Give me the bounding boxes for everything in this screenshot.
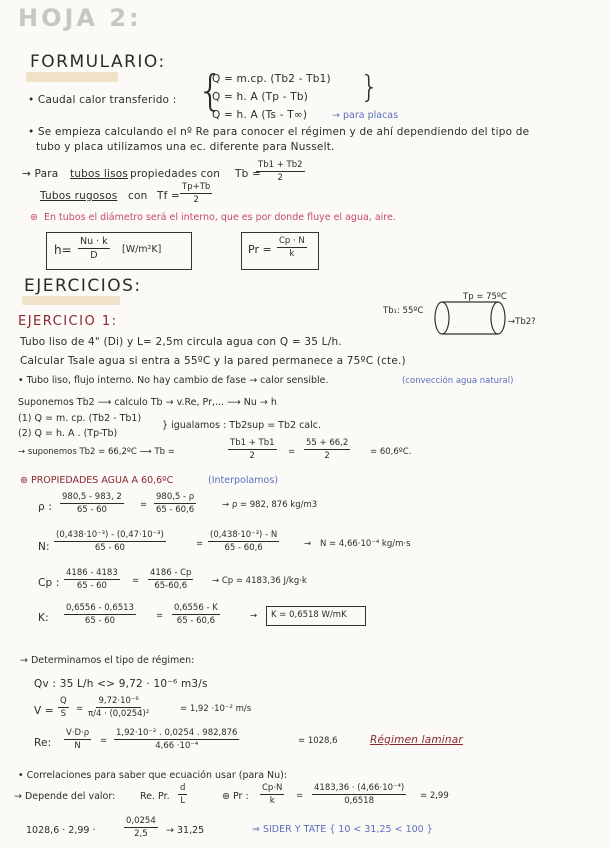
rho-label: ρ : <box>38 501 53 513</box>
mu-eq: = <box>196 539 204 549</box>
suponemos-line: Suponemos Tb2 ⟶ calculo Tb → v.Re, Pr,... ⟶ Nu → h <box>18 397 277 408</box>
pr-calc-fraction-2: $\frac{\text{4183,36 · (4,66·10⁻⁴)}}{0,6518}$ <box>314 783 405 806</box>
cp-label: Cp : <box>38 577 60 589</box>
tb-fraction-2: $\frac{55 + 66,2}{2}$ <box>306 438 349 461</box>
h-units: [W/m²K] <box>122 244 162 255</box>
regimen-heading: → Determinamos el tipo de régimen: <box>20 655 195 666</box>
bullet-line-1: • Se empieza calculando el nº Re para conocer el régimen y de ahí dependiendo del tipo de <box>28 126 530 138</box>
sieder-tate-note: ⇒ SIDER Y TATE { 10 < 31,25 < 100 } <box>252 824 433 835</box>
exercise-line-1: Tubo liso de 4" (Di) y L= 2,5m circula agua con Q = 35 L/h. <box>20 336 342 348</box>
pr-calc-result: = 2,99 <box>420 791 449 801</box>
pr-calc-label: ⊛ Pr : <box>222 791 249 802</box>
cp-fraction-2: $\frac{4186 - Cp}{65-60,6}$ <box>150 568 192 591</box>
diagram-tp: Tp = 75ºC <box>463 292 507 302</box>
v-fraction-2: $\frac{\text{9,72·10⁻⁶}}{\text{π/4 · (0,0254)²}}$ <box>88 696 150 719</box>
lisos-fraction: $\frac{Tb1 + Tb2}{2}$ <box>258 160 303 183</box>
pr-lhs: Pr = <box>248 243 272 256</box>
rho-fraction-2: $\frac{980,5 - \rho}{65 - 60,6}$ <box>155 492 195 515</box>
re-label: Re: <box>34 737 52 749</box>
re-eq: = <box>100 736 108 746</box>
pr-calc-fraction-1: $\frac{Cp\cdot N}{k}$ <box>262 783 283 806</box>
rho-fraction-1: $\frac{980,5 - 983, 2}{65 - 60}$ <box>62 492 122 515</box>
tb-result: = 60,6ºC. <box>370 447 412 457</box>
lisos-tb: Tb = <box>235 168 262 180</box>
highlight-ejercicios <box>22 296 120 305</box>
tube-diagram <box>400 296 510 340</box>
cp-fraction-1: $\frac{4186 - 4183}{65 - 60}$ <box>66 568 118 591</box>
left-brace: { <box>197 66 224 115</box>
re-fraction-1: $\frac{V\cdot D\cdot\rho}{N}$ <box>66 728 90 751</box>
note-mark: ⊛ <box>30 212 38 223</box>
depende-label: → Depende del valor: <box>14 791 116 802</box>
v-label: V = <box>34 705 54 717</box>
page-title: HOJA 2: <box>18 4 142 32</box>
diagram-tb2: →Tb2? <box>508 317 536 327</box>
rugosos-text: con <box>128 190 148 202</box>
d-over-l: $\frac{d}{L}$ <box>180 783 186 806</box>
calc-result: → 31,25 <box>166 825 205 836</box>
v-eq: = <box>76 704 84 714</box>
formulario-heading: FORMULARIO: <box>30 52 166 72</box>
re-result: = 1028,6 <box>298 736 338 746</box>
equation-1: Q = m.cp. (Tb2 - Tb1) <box>212 73 331 85</box>
highlight-formulario <box>26 72 118 82</box>
re-fraction-2: $\frac{\text{1,92·10⁻² . 0,0254 . 982,876}}{\text{4,66 ·10⁻⁴}}$ <box>116 728 238 751</box>
k-fraction-2: $\frac{0,6556 - K}{65 - 60,6}$ <box>174 603 218 626</box>
k-eq: = <box>156 611 164 621</box>
equation-a: (1) Q = m. cp. (Tb2 - Tb1) <box>18 413 142 424</box>
mu-fraction-1: $\frac{\text{(0,438·10⁻³) - (0,47·10⁻³)}}{65 - 60}$ <box>56 530 164 553</box>
k-arrow: → <box>250 611 258 621</box>
equation-2: Q = h. A (Tp - Tb) <box>212 91 309 103</box>
propiedades-heading: ⊛ PROPIEDADES AGUA A 60,6ºC <box>20 475 174 486</box>
calc-prefix: 1028,6 · 2,99 · <box>26 825 96 836</box>
mu-fraction-2: $\frac{\text{(0,438·10⁻³) - N}}{65 - 60,6}$ <box>210 530 278 553</box>
rho-result: → ρ = 982, 876 kg/m3 <box>222 500 318 510</box>
v-fraction-1: $\frac{Q}{S}$ <box>60 696 67 719</box>
ejercicios-heading: EJERCICIOS: <box>24 276 142 296</box>
qv-line: Qv : 35 L/h <> 9,72 · 10⁻⁶ m3/s <box>34 678 208 690</box>
igualamos-note: } igualamos : Tb2sup = Tb2 calc. <box>162 420 321 431</box>
note-text: En tubos el diámetro será el interno, que es por donde fluye el agua, aire. <box>44 212 396 223</box>
equation-3: Q = h. A (Ts - T∞) <box>212 109 308 121</box>
exercise-line-3-note: (convección agua natural) <box>402 376 514 386</box>
bullet-line-2: tubo y placa utilizamos una ec. diferente para Nusselt. <box>36 141 335 153</box>
equation-b: (2) Q = h. A . (Tp-Tb) <box>18 428 118 439</box>
interpolamos-note: (Interpolamos) <box>208 475 279 486</box>
k-result: K = 0,6518 W/mK <box>271 610 347 620</box>
h-lhs: h= <box>54 243 72 257</box>
k-label: K: <box>38 612 49 624</box>
exercise-line-3: • Tubo liso, flujo interno. No hay cambio de fase → calor sensible. <box>18 375 329 386</box>
tb-fraction-1: $\frac{Tb1 + Tb1}{2}$ <box>230 438 275 461</box>
ejercicio-1-heading: EJERCICIO 1: <box>18 314 118 329</box>
h-fraction: $\frac{Nu \cdot k}{D}$ <box>80 236 108 261</box>
regimen-laminar: Régimen laminar <box>370 734 463 746</box>
lisos-prefix: → Para <box>22 168 59 180</box>
cp-result: → Cp = 4183,36 J/kg·k <box>212 576 307 586</box>
v-result: = 1,92 ·10⁻² m/s <box>180 704 252 714</box>
rugosos-tf: Tf = <box>157 190 181 202</box>
equation-3-note: → para placas <box>332 110 399 121</box>
cp-eq: = <box>132 576 140 586</box>
rugosos-fraction: $\frac{Tp+Tb}{2}$ <box>182 182 211 205</box>
pr-fraction: $\frac{Cp \cdot N}{k}$ <box>279 236 305 259</box>
calc-fraction: $\frac{0,0254}{2,5}$ <box>126 816 156 839</box>
pr-calc-eq: = <box>296 791 304 801</box>
rho-eq: = <box>140 500 148 510</box>
rugosos-label: Tubos rugosos <box>40 190 118 202</box>
lisos-label: tubos lisos <box>70 168 129 180</box>
right-brace: } <box>360 70 380 105</box>
mu-arrow: → <box>304 539 312 549</box>
suponemos-tb2: → suponemos Tb2 = 66,2ºC ⟶ Tb = <box>18 447 175 457</box>
exercise-line-2: Calcular Tsale agua si entra a 55ºC y la pared permanece a 75ºC (cte.) <box>20 355 406 367</box>
caudal-label: • Caudal calor transferido : <box>28 94 177 106</box>
diagram-tb1: Tb₁: 55ºC <box>383 306 424 316</box>
re-pr-label: Re. Pr. <box>140 791 170 802</box>
lisos-text: propiedades con <box>130 168 221 180</box>
mu-label: N: <box>38 541 50 553</box>
mu-result: N = 4,66·10⁻⁴ kg/m·s <box>320 539 411 549</box>
correlaciones-line: • Correlaciones para saber que ecuación usar (para Nu): <box>18 770 288 781</box>
tb-equals: = <box>288 447 296 457</box>
k-fraction-1: $\frac{0,6556 - 0,6513}{65 - 60}$ <box>66 603 134 626</box>
